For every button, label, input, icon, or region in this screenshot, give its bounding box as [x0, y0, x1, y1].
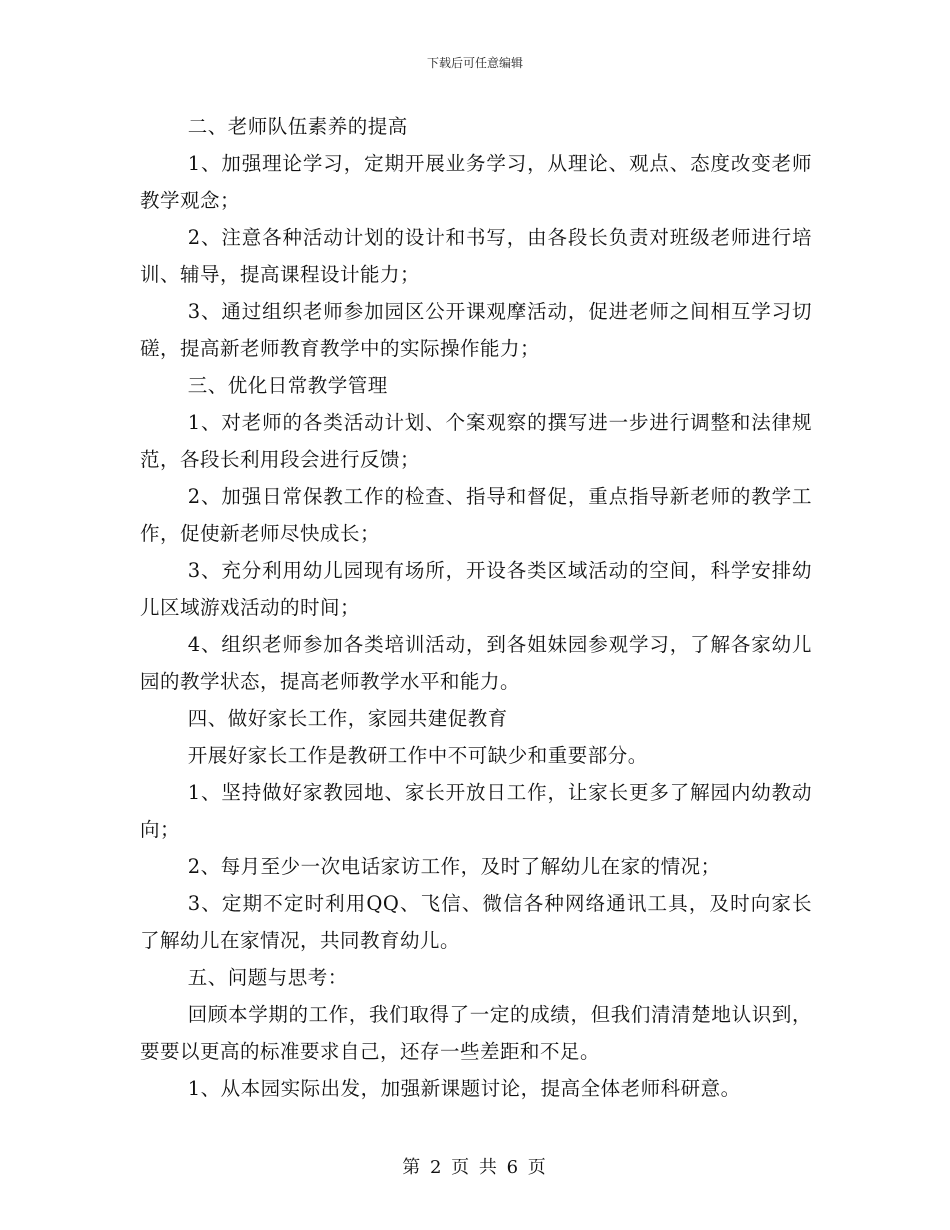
paragraph: 回顾本学期的工作，我们取得了一定的成绩，但我们清清楚地认识到，要要以更高的标准要求自己，还存一些差距和不足。 — [140, 1003, 812, 1063]
section-heading-5: 五、问题与思考： — [187, 966, 348, 989]
page-header: 下载后可任意编辑 — [426, 56, 523, 70]
paragraph: 1、加强理论学习，定期开展业务学习，从理论、观点、态度改变老师教学观念； — [140, 152, 812, 212]
paragraph: 3、通过组织老师参加园区公开课观摩活动，促进老师之间相互学习切磋，提高新老师教育教学中的实际操作能力； — [140, 300, 812, 360]
paragraph: 4、组织老师参加各类培训活动，到各姐妹园参观学习，了解各家幼儿园的教学状态，提高老师教学水平和能力。 — [140, 633, 812, 693]
paragraph: 1、对老师的各类活动计划、个案观察的撰写进一步进行调整和法律规范，各段长利用段会进行反馈； — [140, 411, 812, 471]
paragraph: 开展好家长工作是教研工作中不可缺少和重要部分。 — [187, 744, 648, 767]
paragraph: 2、每月至少一次电话家访工作，及时了解幼儿在家的情况； — [187, 855, 721, 878]
paragraph: 2、加强日常保教工作的检查、指导和督促，重点指导新老师的教学工作，促使新老师尽快成长； — [140, 485, 812, 545]
paragraph: 1、坚持做好家教园地、家长开放日工作，让家长更多了解园内幼教动向； — [140, 781, 812, 841]
paragraph: 3、定期不定时利用QQ、飞信、微信各种网络通讯工具，及时向家长了解幼儿在家情况，共同教育幼儿。 — [140, 892, 812, 952]
section-heading-4: 四、做好家长工作，家园共建促教育 — [187, 707, 508, 730]
paragraph: 1、从本园实际出发，加强新课题讨论，提高全体老师科研意。 — [187, 1077, 741, 1100]
paragraph: 3、充分利用幼儿园现有场所，开设各类区域活动的空间，科学安排幼儿区域游戏活动的时间； — [140, 559, 812, 619]
section-heading-3: 三、优化日常教学管理 — [187, 374, 388, 397]
section-heading-2: 二、老师队伍素养的提高 — [187, 115, 408, 138]
document-body — [140, 108, 812, 1107]
page-number-footer: 第 2 页 共 6 页 — [402, 1157, 548, 1178]
paragraph: 2、注意各种活动计划的设计和书写，由各段长负责对班级老师进行培训、辅导，提高课程设计能力； — [140, 226, 812, 286]
